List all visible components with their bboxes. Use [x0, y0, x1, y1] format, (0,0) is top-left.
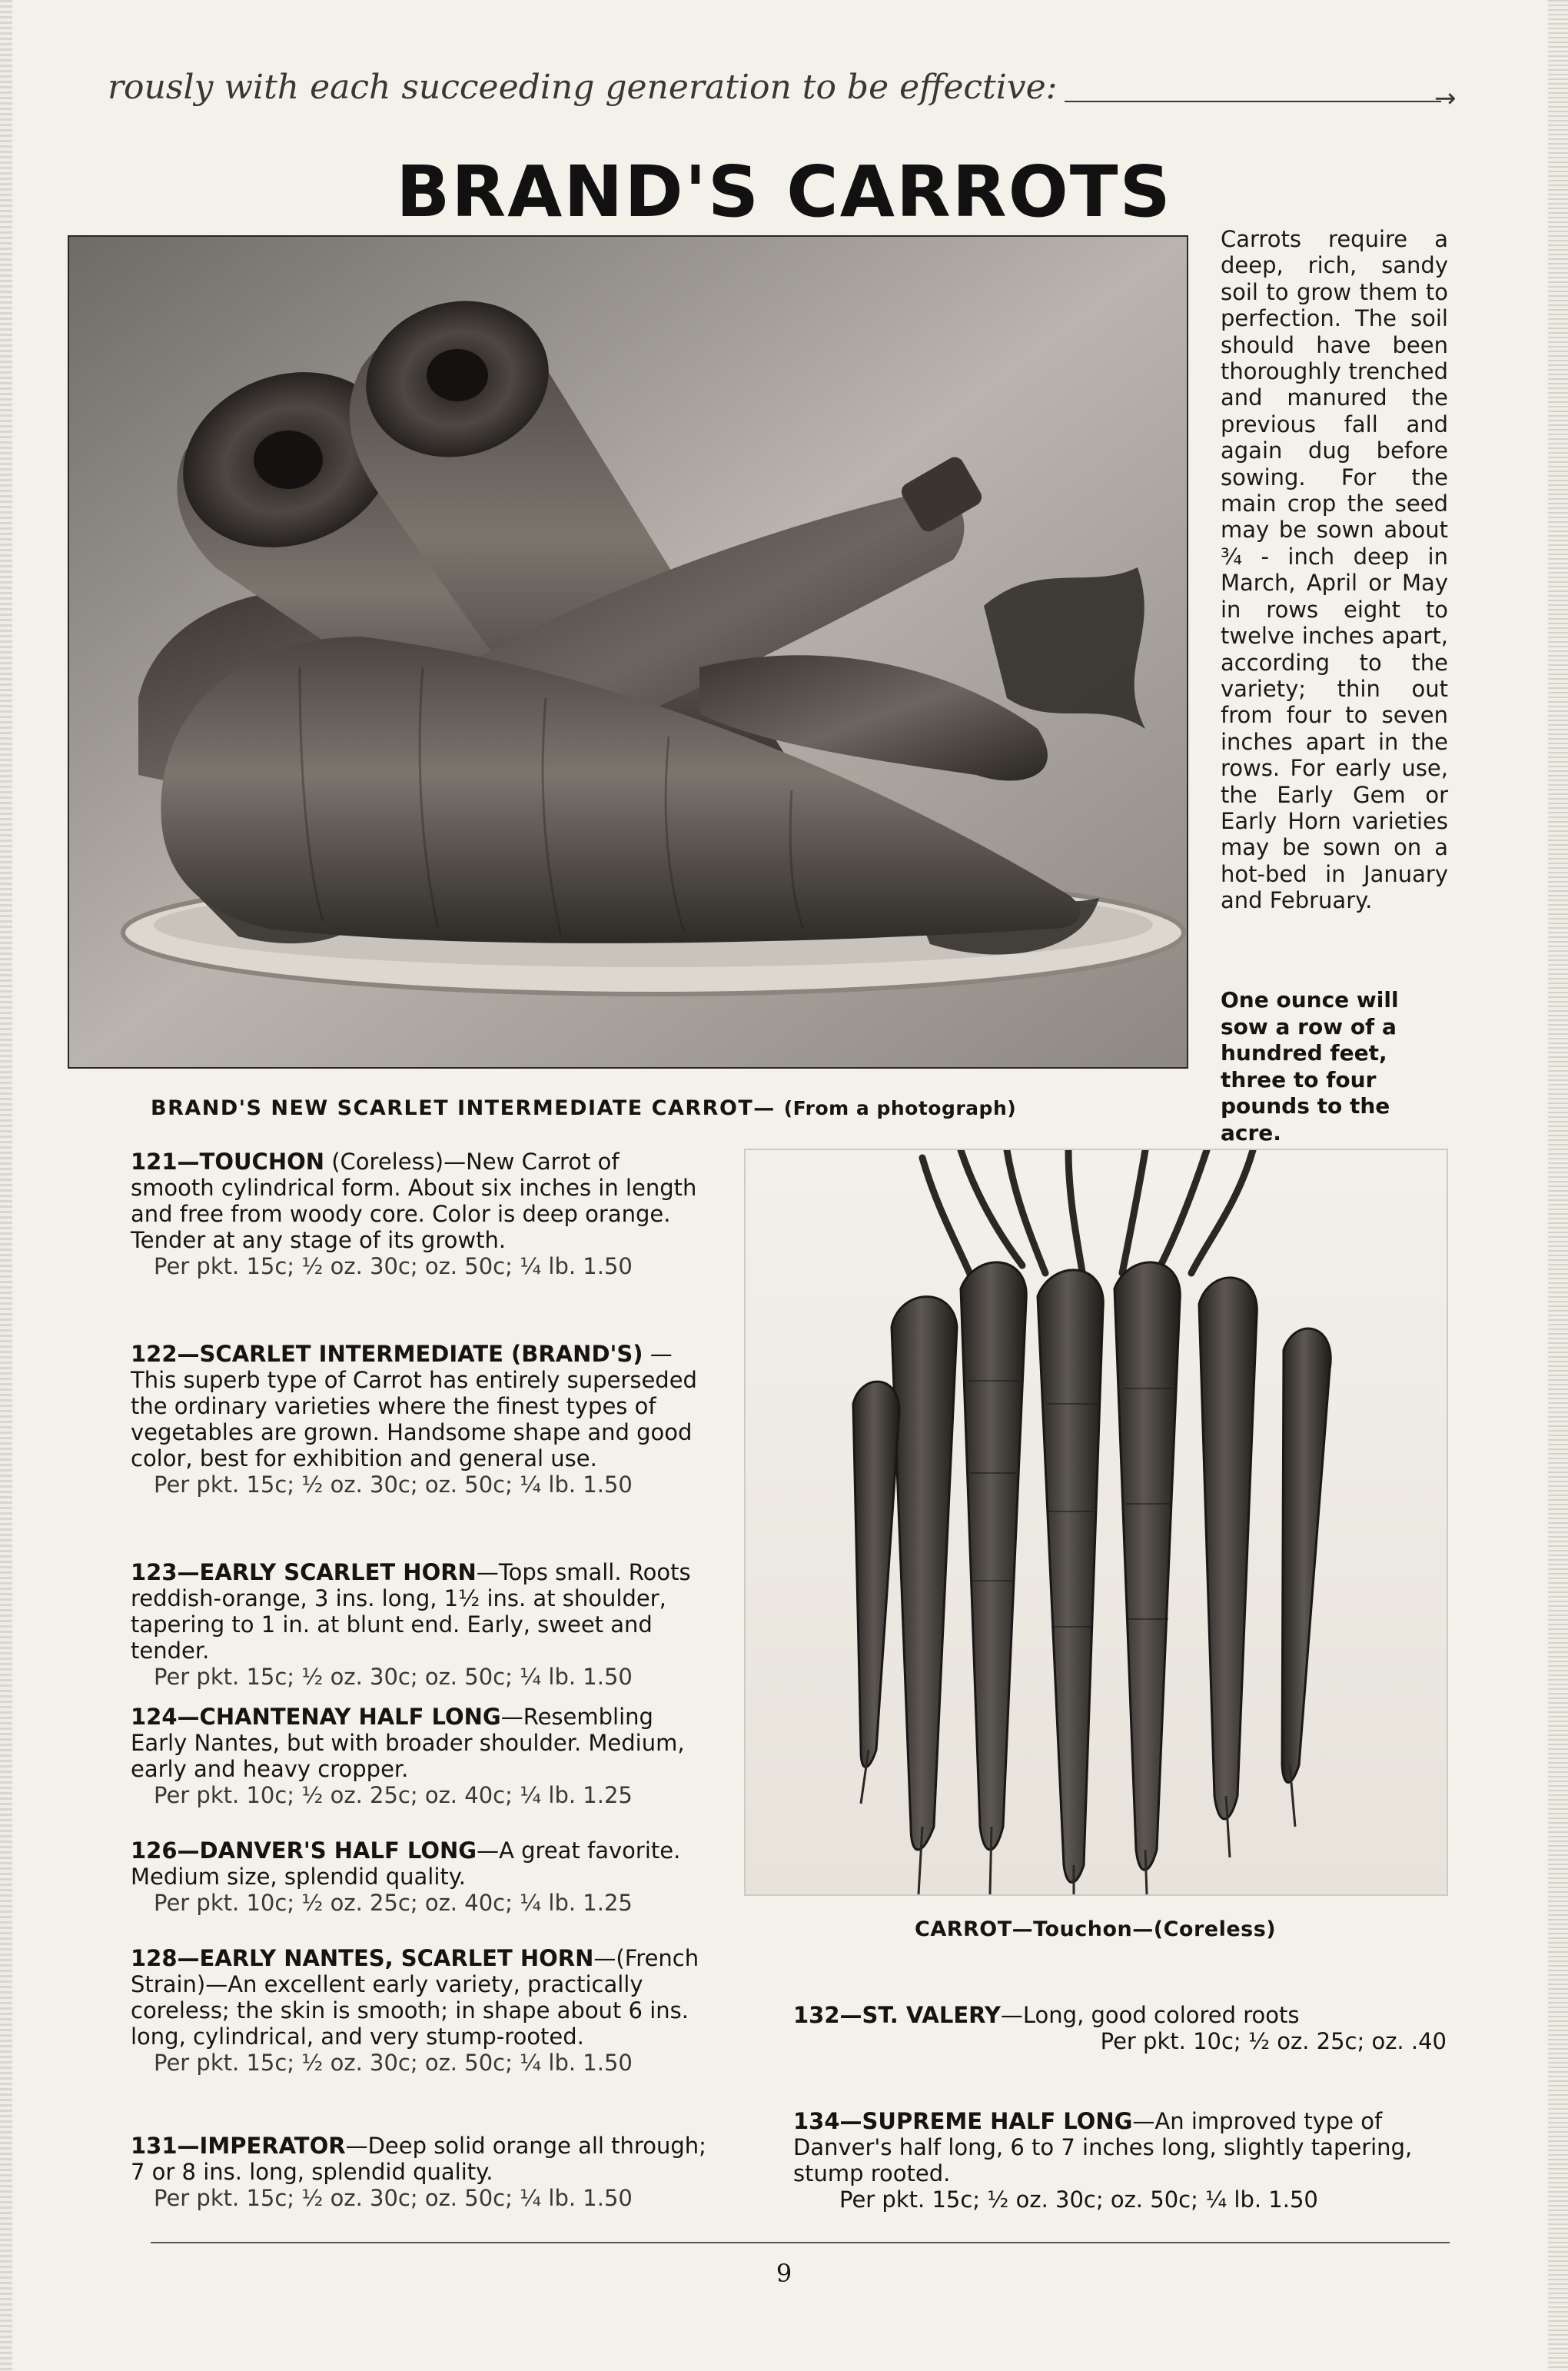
variety-entry	[131, 1704, 707, 1808]
running-head-rule	[1065, 101, 1441, 102]
variety-entry	[131, 1837, 707, 1916]
variety-description: —Resembling Early Nantes, but with broader shoulder. Medium, early and heavy cropper.	[131, 1704, 685, 1782]
variety-number: 132—	[793, 2002, 862, 2028]
touchon-caption: CARROT—Touchon—(Coreless)	[915, 1917, 1277, 1941]
variety-description: —Tops small. Roots reddish-orange, 3 ins. long, 1½ ins. at shoulder, tapering to 1 in. at blunt end. Early, sweet and tender.	[131, 1559, 691, 1664]
touchon-bunch-photo	[744, 1149, 1448, 1896]
right-page-edge	[1548, 0, 1568, 2371]
variety-price: Per pkt. 10c; ½ oz. 25c; oz. 40c; ¼ lb. 1.25	[154, 1782, 633, 1808]
variety-description: —An improved type of Danver's half long, 6 to 7 inches long, slightly tapering, stump rooted.	[793, 2108, 1413, 2186]
variety-price: Per pkt. 10c; ½ oz. 25c; oz. 40c; ¼ lb. 1.25	[154, 1890, 633, 1916]
variety-price: Per pkt. 15c; ½ oz. 30c; oz. 50c; ¼ lb. 1.50	[839, 2186, 1318, 2213]
running-head: rously with each succeeding generation to be effective:	[108, 68, 1058, 107]
intro-text: Carrots require a deep, rich, sandy soil to grow them to perfection. The soil should have been thoroughly trenched and manured the previous fall and again dug before sowing. For the main crop the seed may be sown about ¾ - inch deep in March, April or May in rows eight to twelve inches apart, according to the variety; thin out from four to seven inches apart in the rows. For early use, the Early Gem or Early Horn varieties may be sown on a hot-bed in January and February.	[1221, 226, 1448, 914]
photo-caption-note: (From a photograph)	[783, 1097, 1017, 1119]
variety-name: SUPREME HALF LONG	[862, 2108, 1133, 2134]
page-number: 9	[776, 2259, 792, 2288]
arrow-right-icon: →	[1434, 83, 1457, 114]
variety-price: Per pkt. 15c; ½ oz. 30c; oz. 50c; ¼ lb. 1.50	[154, 2050, 633, 2076]
footer-rule	[151, 2242, 1450, 2243]
variety-number: 126—	[131, 1837, 200, 1864]
variety-entry	[793, 2108, 1447, 2213]
variety-description: —(French Strain)—An excellent early variety, practically coreless; the skin is smooth; in shape about 6 ins. long, cylindrical, and very stump-rooted.	[131, 1945, 699, 2050]
variety-description: —A great favorite. Medium size, splendid quality.	[131, 1837, 681, 1890]
variety-entry	[131, 1341, 707, 1498]
variety-name: SCARLET INTERMEDIATE (BRAND'S)	[199, 1341, 643, 1367]
variety-entry	[131, 2133, 707, 2211]
variety-entry	[131, 1945, 707, 2076]
variety-number: 131—	[131, 2133, 200, 2159]
variety-entry	[793, 2002, 1447, 2054]
variety-name: CHANTENAY HALF LONG	[199, 1704, 501, 1730]
variety-number: 123—	[131, 1559, 200, 1585]
variety-number: 128—	[131, 1945, 200, 1971]
variety-entry	[131, 1149, 707, 1279]
variety-name: EARLY SCARLET HORN	[199, 1559, 477, 1585]
variety-name: EARLY NANTES, SCARLET HORN	[199, 1945, 594, 1971]
variety-name: ST. VALERY	[862, 2002, 1001, 2028]
variety-number: 122—	[131, 1341, 200, 1367]
variety-entry	[131, 1559, 707, 1690]
variety-name: DANVER'S HALF LONG	[199, 1837, 477, 1864]
carrots-plate-photo	[68, 235, 1188, 1069]
variety-price: Per pkt. 15c; ½ oz. 30c; oz. 50c; ¼ lb. 1.50	[154, 2185, 633, 2211]
variety-name: TOUCHON	[199, 1149, 325, 1175]
variety-number: 134—	[793, 2108, 862, 2134]
variety-description: —This superb type of Carrot has entirely superseded the ordinary varieties where the finest types of vegetables are grown. Handsome shape and good color, best for exhibition and general use.	[131, 1341, 697, 1471]
variety-description: (Coreless)—New Carrot of smooth cylindrical form. About six inches in length and free from woody core. Color is deep orange. Tender at any stage of its growth.	[131, 1149, 697, 1253]
variety-price: Per pkt. 15c; ½ oz. 30c; oz. 50c; ¼ lb. 1.50	[154, 1253, 633, 1279]
variety-price: Per pkt. 15c; ½ oz. 30c; oz. 50c; ¼ lb. 1.50	[154, 1664, 633, 1690]
variety-price: Per pkt. 10c; ½ oz. 25c; oz. .40	[1100, 2028, 1447, 2054]
variety-name: IMPERATOR	[199, 2133, 346, 2159]
left-page-edge	[0, 0, 12, 2371]
photo-caption	[151, 1096, 1016, 1120]
page-title: BRAND'S CARROTS	[396, 151, 1172, 233]
variety-description: —Deep solid orange all through; 7 or 8 ins. long, splendid quality.	[131, 2133, 706, 2185]
variety-number: 124—	[131, 1704, 200, 1730]
variety-price: Per pkt. 15c; ½ oz. 30c; oz. 50c; ¼ lb. 1.50	[154, 1471, 633, 1498]
photo-caption-main: BRAND'S NEW SCARLET INTERMEDIATE CARROT—	[151, 1096, 776, 1120]
variety-number: 121—	[131, 1149, 200, 1175]
sowing-note: One ounce will sow a row of a hundred feet, three to four pounds to the acre.	[1221, 987, 1399, 1146]
variety-description: —Long, good colored roots	[1000, 2002, 1300, 2028]
